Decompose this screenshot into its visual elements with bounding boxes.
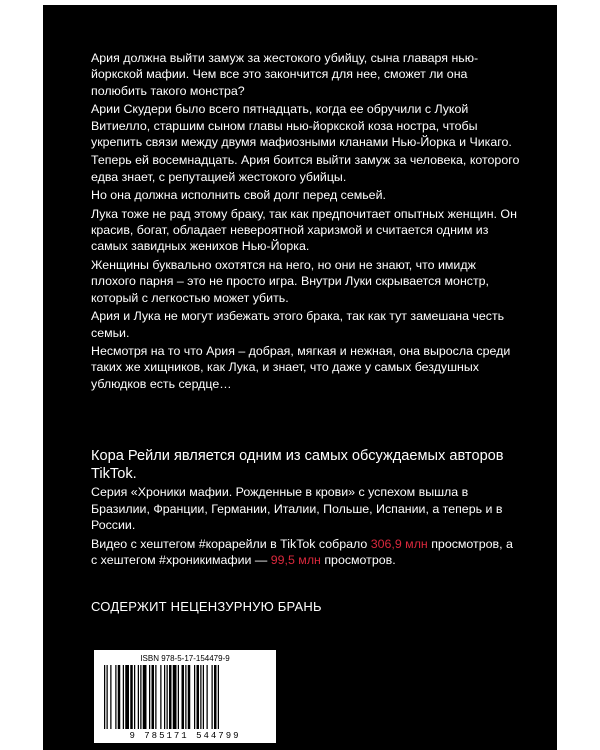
blurb-paragraph: Ария и Лука не могут избежать этого брака, так как тут замешана честь семьи.	[91, 309, 505, 340]
barcode-bar	[155, 665, 156, 729]
barcode-bar	[178, 665, 179, 729]
promo-block	[91, 484, 521, 571]
barcode-bar	[173, 665, 177, 729]
barcode-bar	[218, 665, 219, 729]
barcode-bar	[110, 665, 111, 729]
stats-middle: просмотров, а с хештегом #хроникимафии —	[91, 536, 513, 567]
barcode-bar	[115, 665, 116, 729]
content-warning: СОДЕРЖИТ НЕЦЕНЗУРНУЮ БРАНЬ	[91, 599, 322, 614]
barcode-bar	[214, 665, 217, 729]
barcode-bar	[169, 665, 172, 729]
barcode-bar	[194, 665, 195, 729]
barcode-icon	[104, 665, 268, 729]
blurb	[91, 50, 521, 394]
barcode-bar	[160, 665, 161, 729]
blurb-paragraph: Теперь ей восемнадцать. Ария боится выйти замуж за человека, которого едва знает, с репутацией жестокого убийцы.	[91, 153, 520, 184]
barcode-bar	[203, 665, 204, 729]
barcode-bar	[140, 665, 141, 729]
barcode-bar	[134, 665, 135, 729]
barcode-bar	[104, 665, 105, 729]
barcode-bar	[125, 665, 129, 729]
blurb-paragraph: Женщины буквально охотятся на него, но они не знают, что имидж плохого парня – это не просто игра. Внутри Луки скрывается монстр, который с легкостью может убить.	[91, 257, 489, 305]
blurb-paragraph: Несмотря на то что Ария – добрая, мягкая и нежная, она выросла среди таких же хищников, как Лука, и знает, что даже у самых бездушных ублюдков есть сердце…	[91, 343, 511, 391]
barcode-bar	[123, 665, 124, 729]
barcode-bar	[143, 665, 147, 729]
stats-value-tiktok: 306,9 млн	[370, 536, 428, 551]
barcode-bar	[118, 665, 121, 729]
barcode-bar	[188, 665, 191, 729]
author-line: Кора Рейли является одним из самых обсуждаемых авторов TikTok.	[91, 448, 504, 482]
barcode-bar	[152, 665, 155, 729]
barcode-bar	[212, 665, 213, 729]
series-text: Серия «Хроники мафии. Рожденные в крови» с успехом вышла в Бразилии, Франции, Германии, Италии, Польше, Испании, а теперь и в России.	[91, 485, 503, 532]
blurb-paragraph: Ария должна выйти замуж за жестокого убийцу, сына главаря нью-йоркской мафии. Чем все это закончится для нее, сможет ли она полюбить такого монстра?	[91, 51, 479, 98]
barcode-bar	[138, 665, 139, 729]
barcode-bar	[107, 665, 108, 729]
blurb-paragraph: Но она должна исполнить свой долг перед семьей.	[91, 188, 386, 203]
stats-suffix: просмотров.	[320, 553, 396, 567]
stats-value-hashtag: 99,5 млн	[270, 553, 321, 567]
isbn-label: ISBN 978-5-17-154479-9	[140, 654, 230, 663]
stats-text	[91, 536, 521, 569]
barcode-bar	[149, 665, 150, 729]
barcode-bar	[164, 665, 165, 729]
barcode-bar	[167, 665, 168, 729]
barcode-bar	[200, 665, 201, 729]
blurb-paragraph: Арии Скудери было всего пятнадцать, когда ее обручили с Лукой Витиелло, старшим сыном главы нью-йоркской коза ностра, чтобы укрепить связи между двумя мафиозными кланами Нью-Йорка и Чикаго.	[91, 102, 512, 150]
barcode-box	[93, 649, 277, 744]
barcode-bar	[197, 665, 200, 729]
stats-prefix: Видео с хештегом #корарейли в TikTok собрало	[91, 536, 371, 551]
blurb-paragraph: Лука тоже не рад этому браку, так как предпочитает опытных женщин. Он красив, богат, обладает невероятной харизмой и считается одним из самых завидных женихов Нью-Йорка.	[91, 206, 517, 254]
barcode-digits: 9 785171 544799	[129, 731, 241, 741]
barcode-bar	[182, 665, 185, 729]
barcode-bar	[130, 665, 133, 729]
barcode-bar	[207, 665, 208, 729]
barcode-bar	[185, 665, 186, 729]
